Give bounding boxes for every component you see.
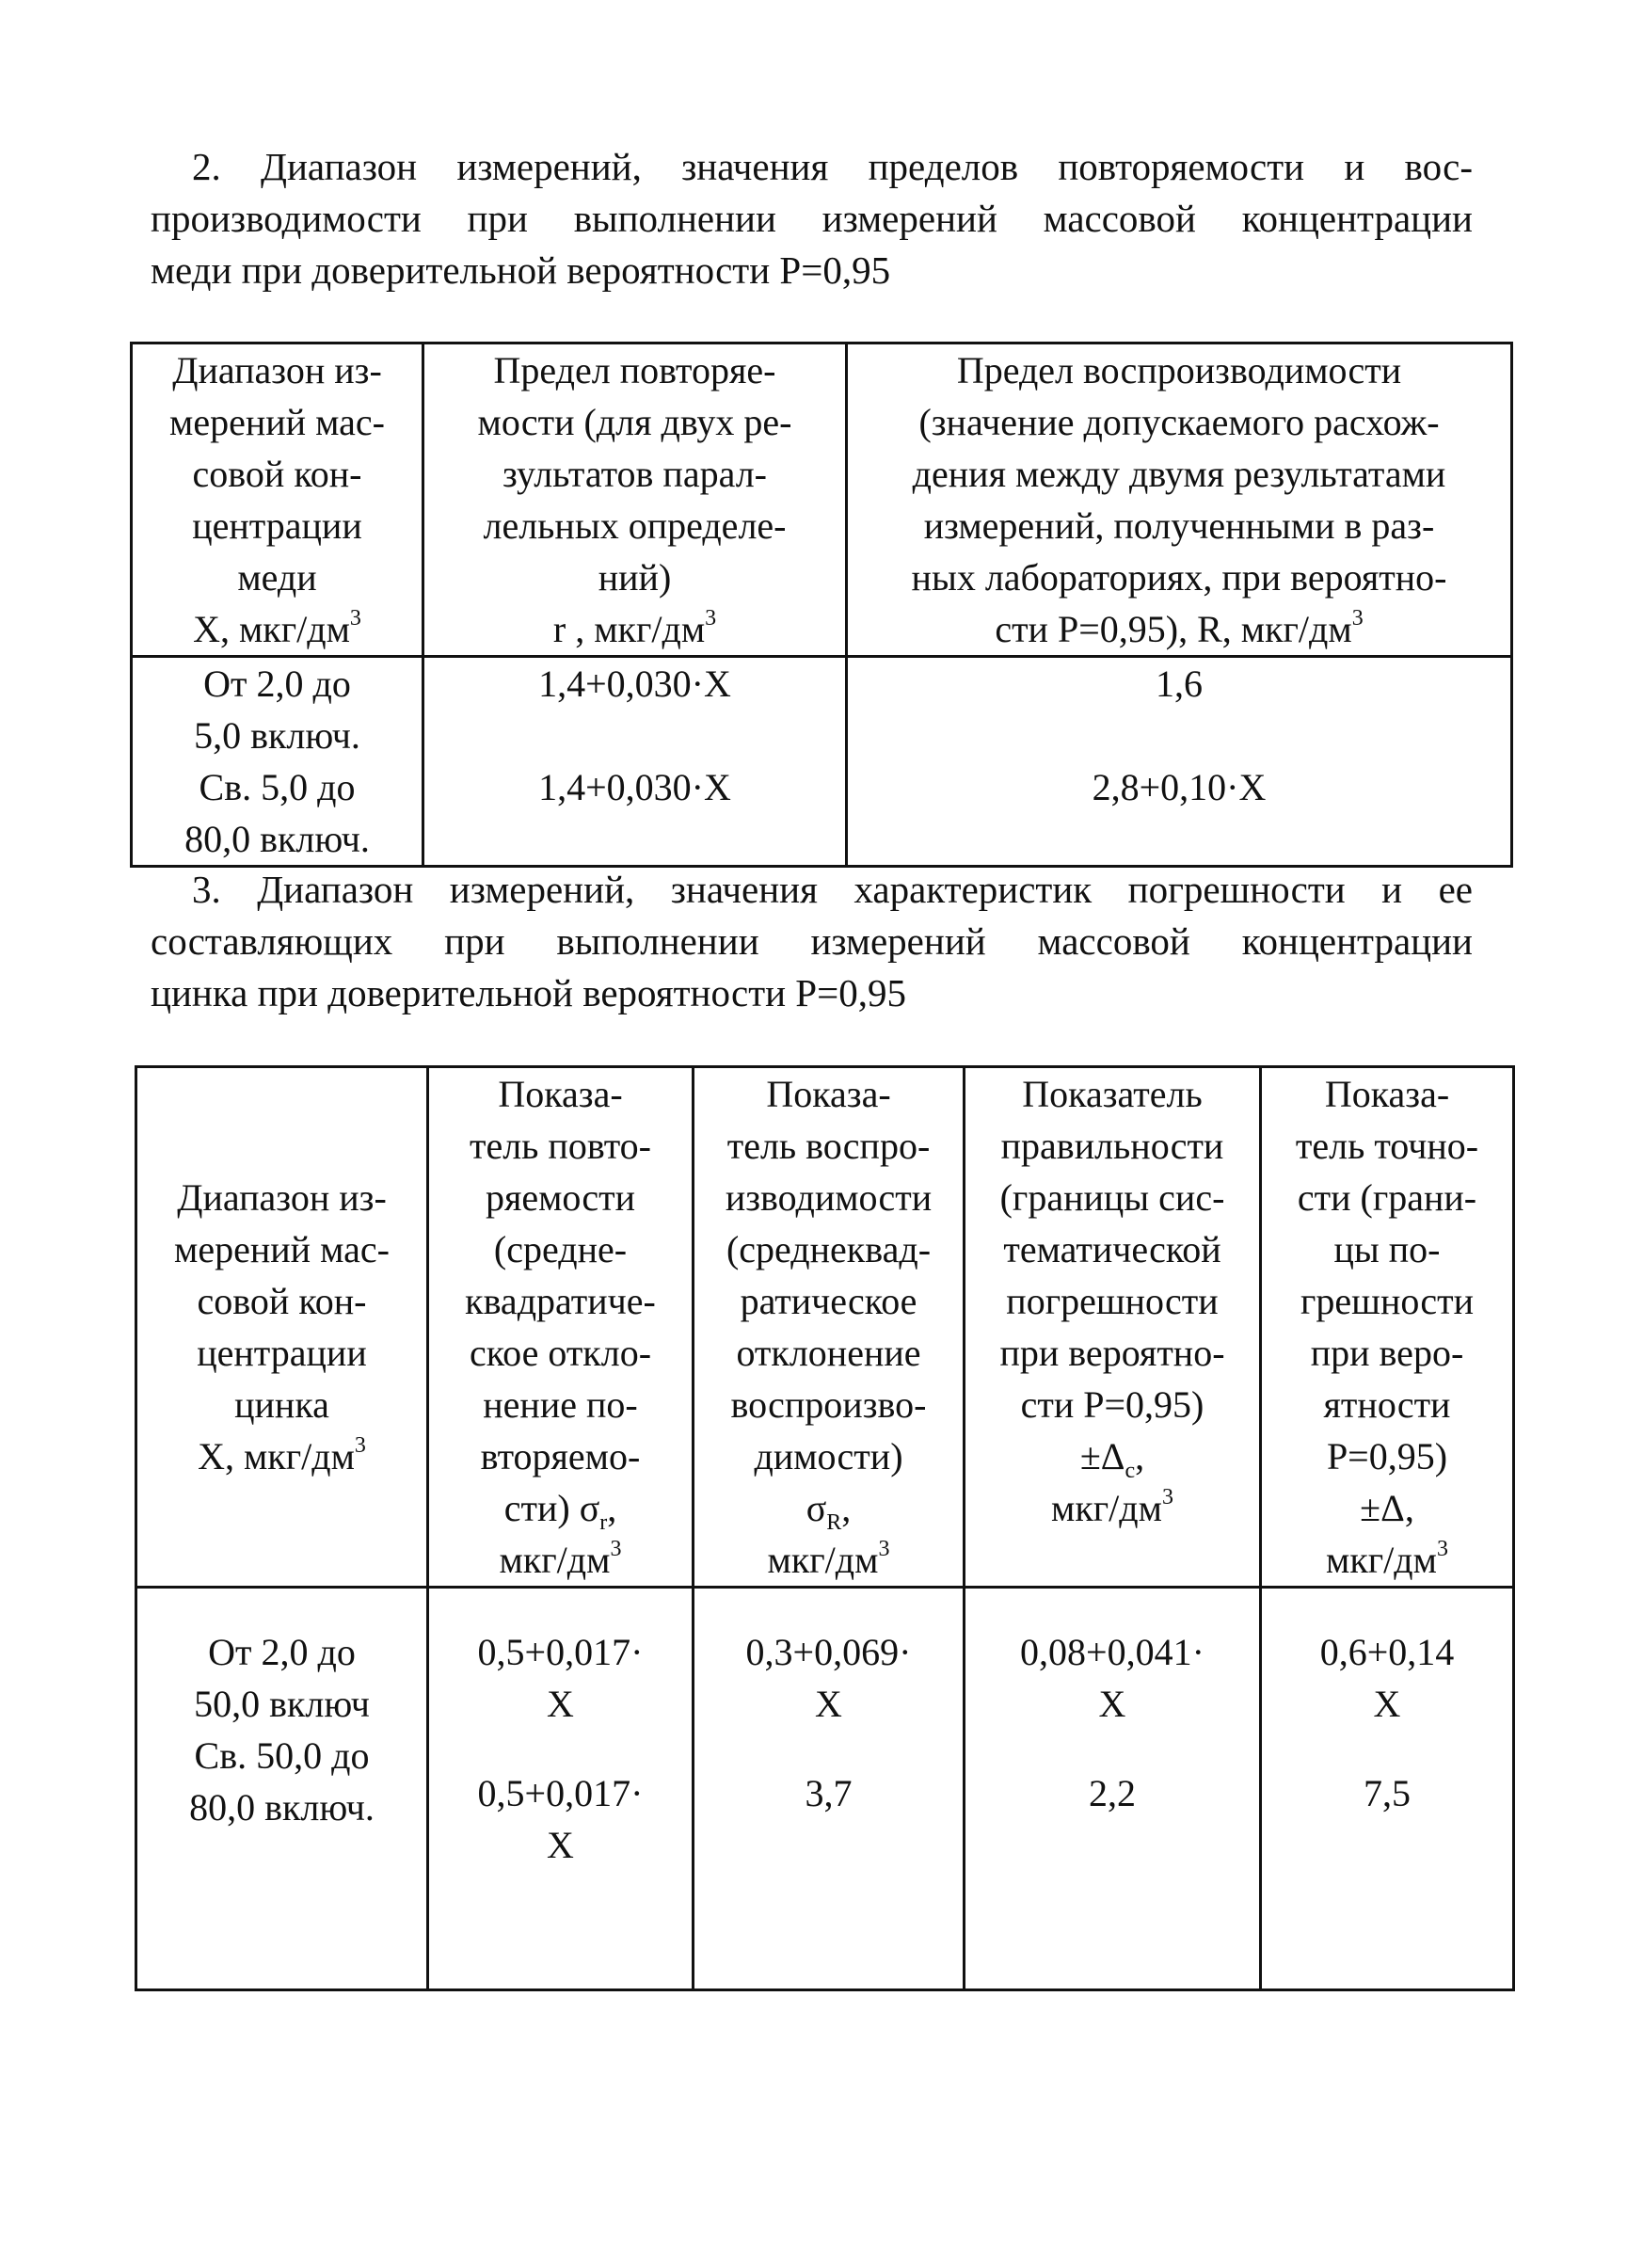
repeatability-cell: 0,5+0,017· X 0,5+0,017· X [428, 1588, 694, 1990]
reproducibility-cell: 1,6 2,8+0,10·X [847, 657, 1512, 867]
section-3-line: 3. Диапазон измерений, значения характеристик погрешности и ее [192, 868, 1473, 911]
section-2-line: производимости при выполнении измерений массовой концентрации [151, 197, 1473, 240]
error-characteristics-table-zinc [135, 1065, 1515, 1991]
section-2-line: меди при доверительной вероятности Р=0,95 [151, 248, 891, 292]
header-reproducibility: Предел воспроизводимости (значение допускаемого расхож- дения между двумя результатами измерений, полученными в раз- ных лабораториях, при вероятно- сти Р=0,95), R, мкг/$дм^3$ [847, 343, 1512, 657]
section-2-line: 2. Диапазон измерений, значения пределов повторяемости и вос- [192, 145, 1473, 188]
table-header-row [132, 343, 1512, 657]
header-accuracy: Показа- тель точно- сти (грани- цы по- грешности при веро- ятности Р=0,95) ±Δ, мкг/$дм^3$ [1261, 1067, 1514, 1588]
table-row [132, 657, 1512, 867]
header-repeatability: Предел повторяе- мости (для двух ре- зультатов парал- лельных определе- ний) r , мкг/$дм^3$ [423, 343, 847, 657]
section-3-line: составляющих при выполнении измерений массовой концентрации [151, 919, 1473, 963]
repeatability-table-copper [130, 342, 1513, 868]
header-reproducibility: Показа- тель воспро- изводимости (среднеквад- ратическое отклонение воспроизво- димости) $\sigma_R$, мкг/$дм^3$ [694, 1067, 965, 1588]
section-3-heading [151, 864, 1473, 1019]
table-header-row [136, 1067, 1514, 1588]
header-range: Диапазон из- мерений мас- совой кон- центрации меди X, мкг/$дм^3$ [132, 343, 423, 657]
section-2-heading [151, 141, 1473, 296]
header-trueness: Показатель правильности (границы сис- тематической погрешности при вероятно- сти Р=0,95) $\pm\Delta_c$, мкг/$дм^3$ [965, 1067, 1261, 1588]
header-range: Диапазон из- мерений мас- совой кон- центрации цинка X, мкг/$дм^3$ [136, 1067, 428, 1588]
reproducibility-cell: 0,3+0,069· X 3,7 [694, 1588, 965, 1990]
repeatability-cell: 1,4+0,030·X 1,4+0,030·X [423, 657, 847, 867]
table-row [136, 1588, 1514, 1990]
header-repeatability: Показа- тель повто- ряемости (средне- квадратиче- ское откло- нение по- вторяемо- сти) $\sigma_r$, мкг/$дм^3$ [428, 1067, 694, 1588]
range-cell: От 2,0 до 50,0 включ Св. 50,0 до 80,0 включ. [136, 1588, 428, 1990]
trueness-cell: 0,08+0,041· X 2,2 [965, 1588, 1261, 1990]
section-3-line: цинка при доверительной вероятности Р=0,95 [151, 971, 906, 1014]
accuracy-cell: 0,6+0,14 X 7,5 [1261, 1588, 1514, 1990]
range-cell: От 2,0 до 5,0 включ. Св. 5,0 до 80,0 включ. [132, 657, 423, 867]
